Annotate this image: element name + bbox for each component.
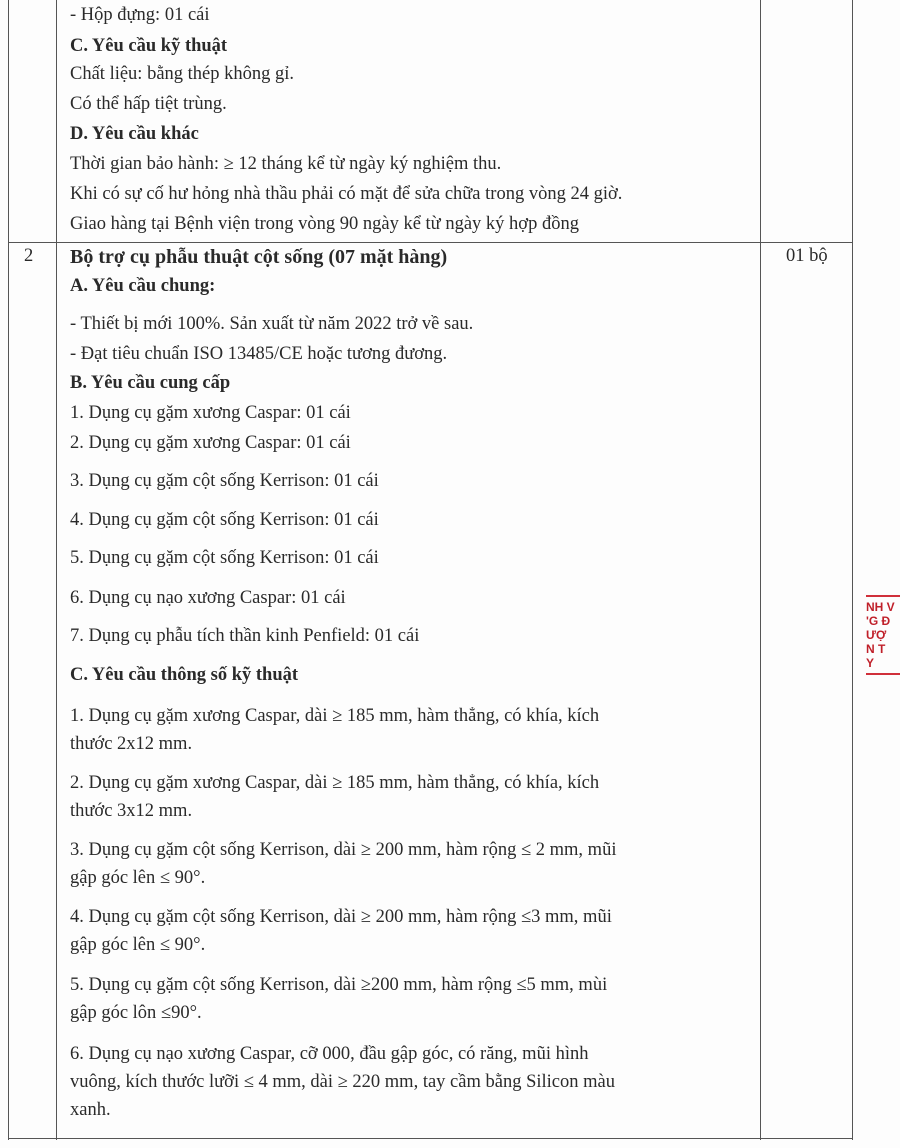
spec-line: 1. Dụng cụ gặm xương Caspar, dài ≥ 185 mm, hàm thẳng, có khía, kích bbox=[70, 706, 600, 726]
column-divider-quantity bbox=[760, 0, 761, 1140]
spec-line: 6. Dụng cụ nạo xương Caspar, cỡ 000, đầu gập góc, có răng, mũi hình bbox=[70, 1044, 589, 1064]
spec-line: thước 2x12 mm. bbox=[70, 734, 193, 754]
column-divider-index bbox=[56, 0, 57, 1140]
table-border-right bbox=[852, 0, 853, 1140]
spec-line: thước 3x12 mm. bbox=[70, 801, 193, 821]
row-divider bbox=[8, 242, 853, 243]
section-heading: D. Yêu cầu khác bbox=[70, 124, 199, 144]
top-line: Giao hàng tại Bệnh viện trong vòng 90 ngày kể từ ngày ký hợp đồng bbox=[70, 214, 579, 234]
spec-line: 2. Dụng cụ gặm xương Caspar, dài ≥ 185 mm, hàm thẳng, có khía, kích bbox=[70, 773, 600, 793]
spec-line: 5. Dụng cụ gặm cột sống Kerrison, dài ≥200 mm, hàm rộng ≤5 mm, mùi bbox=[70, 975, 608, 995]
stamp-text: 'G Đ bbox=[866, 614, 891, 628]
spec-line: gập góc lên ≤ 90°. bbox=[70, 868, 206, 888]
supply-item: 5. Dụng cụ gặm cột sống Kerrison: 01 cái bbox=[70, 548, 379, 568]
top-line: - Hộp đựng: 01 cái bbox=[70, 5, 210, 25]
spec-line: gập góc lên ≤ 90°. bbox=[70, 935, 206, 955]
stamp-text: NH V bbox=[866, 600, 895, 614]
section-heading: C. Yêu cầu kỹ thuật bbox=[70, 36, 228, 56]
spec-line: gập góc lôn ≤90°. bbox=[70, 1003, 202, 1023]
section-heading: C. Yêu cầu thông số kỹ thuật bbox=[70, 665, 299, 685]
top-line: Thời gian bảo hành: ≥ 12 tháng kể từ ngày ký nghiệm thu. bbox=[70, 154, 502, 174]
supply-item: 1. Dụng cụ gặm xương Caspar: 01 cái bbox=[70, 403, 351, 423]
supply-item: 2. Dụng cụ gặm xương Caspar: 01 cái bbox=[70, 433, 351, 453]
table-border-bottom bbox=[8, 1138, 853, 1139]
item-title: Bộ trợ cụ phẫu thuật cột sống (07 mặt hàng) bbox=[70, 246, 448, 268]
spec-line: xanh. bbox=[70, 1100, 111, 1120]
stamp-text: ƯỢ bbox=[866, 628, 887, 642]
official-stamp bbox=[866, 592, 900, 704]
top-line: Khi có sự cố hư hỏng nhà thầu phải có mặt để sửa chữa trong vòng 24 giờ. bbox=[70, 184, 623, 204]
top-line: Có thể hấp tiệt trùng. bbox=[70, 94, 227, 114]
row-quantity: 01 bộ bbox=[786, 246, 828, 266]
supply-item: 3. Dụng cụ gặm cột sống Kerrison: 01 cái bbox=[70, 471, 379, 491]
stamp-text: Y bbox=[866, 656, 875, 670]
general-requirement: - Thiết bị mới 100%. Sản xuất từ năm 2022 trở về sau. bbox=[70, 314, 474, 334]
stamp-text: N T bbox=[866, 642, 886, 656]
spec-line: 4. Dụng cụ gặm cột sống Kerrison, dài ≥ 200 mm, hàm rộng ≤3 mm, mũi bbox=[70, 907, 612, 927]
section-heading: B. Yêu cầu cung cấp bbox=[70, 373, 231, 393]
top-line: Chất liệu: bằng thép không gỉ. bbox=[70, 64, 295, 84]
spec-line: vuông, kích thước lưỡi ≤ 4 mm, dài ≥ 220 mm, tay cầm bằng Silicon màu bbox=[70, 1072, 615, 1092]
row-index: 2 bbox=[24, 246, 34, 266]
supply-item: 7. Dụng cụ phẫu tích thần kinh Penfield: 01 cái bbox=[70, 626, 420, 646]
section-heading: A. Yêu cầu chung: bbox=[70, 276, 216, 296]
supply-item: 4. Dụng cụ gặm cột sống Kerrison: 01 cái bbox=[70, 510, 379, 530]
supply-item: 6. Dụng cụ nạo xương Caspar: 01 cái bbox=[70, 588, 346, 608]
table-border-left bbox=[8, 0, 9, 1140]
general-requirement: - Đạt tiêu chuẩn ISO 13485/CE hoặc tương đương. bbox=[70, 344, 448, 364]
spec-line: 3. Dụng cụ gặm cột sống Kerrison, dài ≥ 200 mm, hàm rộng ≤ 2 mm, mũi bbox=[70, 840, 617, 860]
